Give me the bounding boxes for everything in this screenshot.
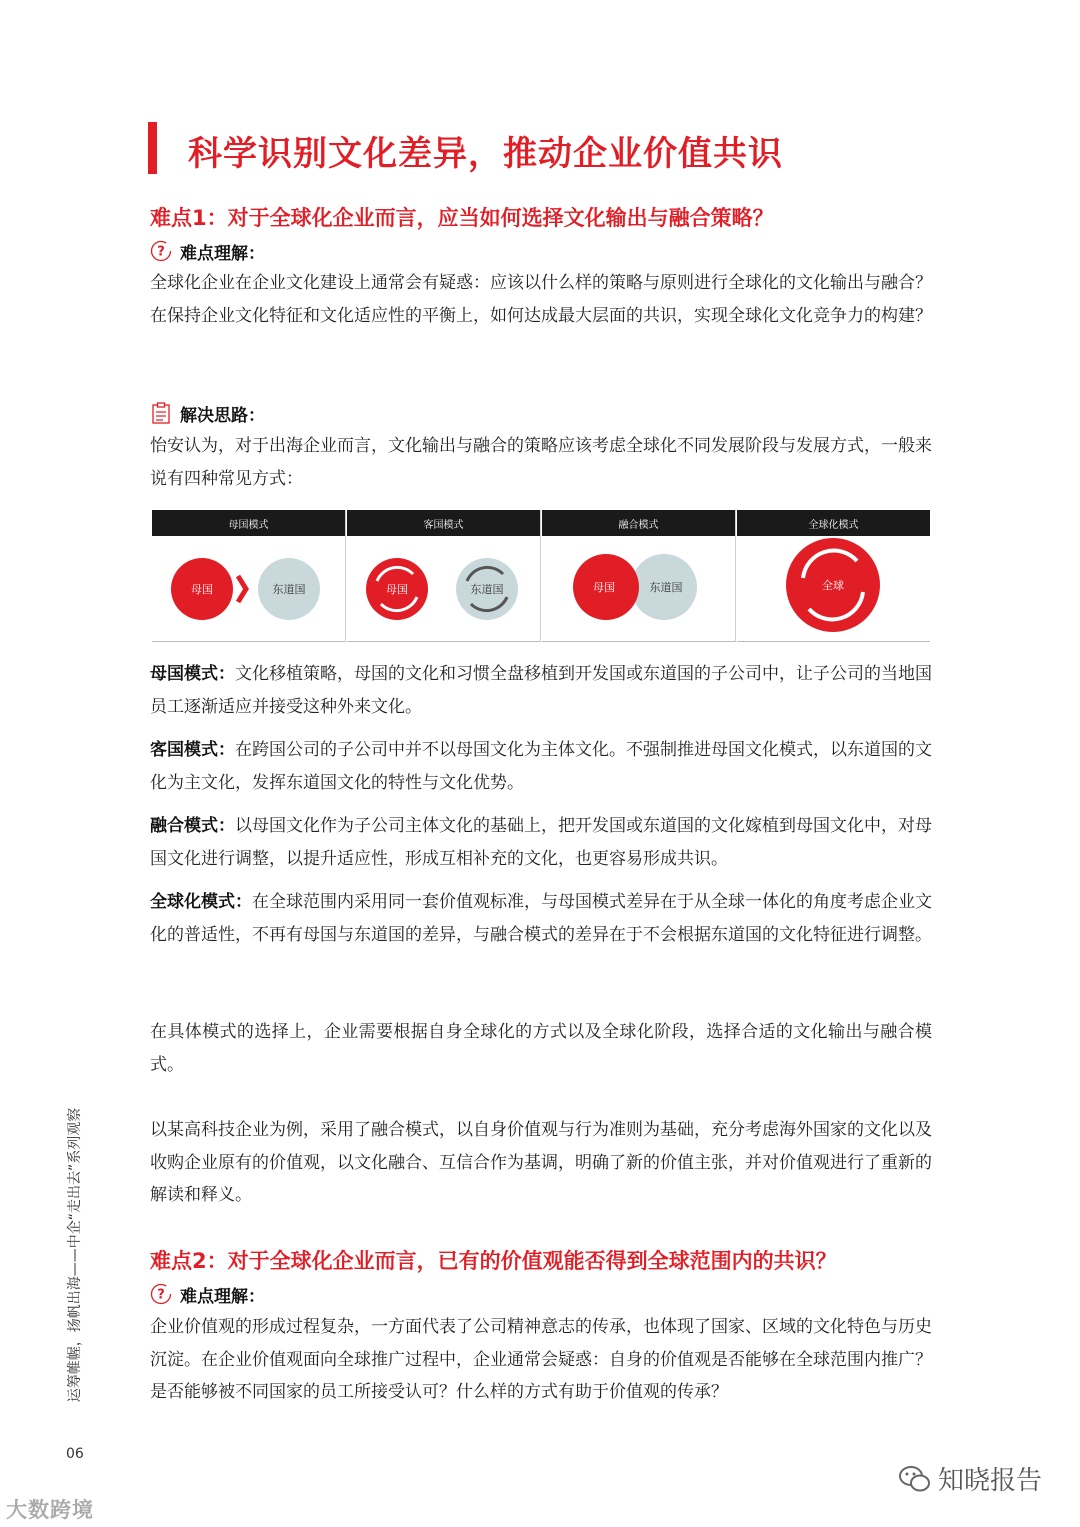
q1-solution-label: 解决思路： [180, 405, 265, 426]
svg-text:?: ? [157, 244, 165, 260]
q2-understanding-subheading [150, 1279, 265, 1309]
question-2-heading: 难点2：对于全球化企业而言，已有的价值观能否得到全球范围内的共识？ [150, 1249, 837, 1273]
mode-global-paragraph [150, 886, 932, 951]
diagram-col-host [347, 510, 541, 642]
circle-label: 全球 [822, 579, 844, 592]
q1-understanding-subheading [150, 236, 265, 266]
diagram-header: 全球化模式 [737, 510, 930, 536]
diagram-header: 融合模式 [542, 510, 735, 536]
mode-text: 文化移植策略，母国的文化和习惯全盘移植到开发国或东道国的子公司中，让子公司的当地国员工逐渐适应并接受这种外来文化。 [150, 664, 932, 717]
watermark-left: 大数跨境 [6, 1498, 94, 1522]
q1-solution-text: 怡安认为，对于出海企业而言，文化输出与融合的策略应该考虑全球化不同发展阶段与发展方式，一般来说有四种常见方式： [150, 436, 932, 489]
svg-text:?: ? [157, 1287, 165, 1303]
wechat-icon [898, 1464, 932, 1494]
mode-choice-paragraph: 在具体模式的选择上，企业需要根据自身全球化的方式以及全球化阶段，选择合适的文化输出与融合模式。 [150, 1022, 932, 1075]
watermark-right [898, 1460, 1042, 1497]
page-number: 06 [66, 1446, 84, 1462]
series-title-text: 运筹帷幄，扬帆出海——中企“走出去”系列观察 [67, 1107, 83, 1403]
question-circle-icon [150, 1283, 172, 1305]
q2-understanding-text: 企业价值观的形成过程复杂，一方面代表了公司精神意志的传承，也体现了国家、区域的文化特色与历史沉淀。在企业价值观面向全球推广过程中，企业通常会疑惑：自身的价值观是否能够在全球范围内推广？是否能够被不同国家的员工所接受认可？什么样的方式有助于价值观的传承？ [150, 1317, 932, 1402]
clipboard-icon [150, 402, 172, 424]
arrow-right-icon [238, 576, 246, 602]
mode-text: 以母国文化作为子公司主体文化的基础上，把开发国或东道国的文化嫁植到母国文化中，对母国文化进行调整，以提升适应性，形成互相补充的文化，也更容易形成共识。 [150, 816, 932, 869]
title-accent-bar [148, 122, 157, 174]
culture-modes-diagram [152, 510, 930, 642]
watermark-right-text: 知晓报告 [938, 1466, 1043, 1496]
mode-host-paragraph [150, 734, 932, 799]
q2-understanding-label: 难点理解： [180, 1286, 265, 1307]
page-title: 科学识别文化差异，推动企业价值共识 [188, 134, 783, 174]
question-circle-icon [150, 240, 172, 262]
example-paragraph: 以某高科技企业为例，采用了融合模式，以自身价值观与行为准则为基础，充分考虑海外国家的文化以及收购企业原有的价值观，以文化融合、互信合作为基调，明确了新的价值主张，并对价值观进行了重新的解读和释义。 [150, 1120, 932, 1205]
diagram-col-global [737, 510, 930, 642]
fusion-mode-graphic [542, 536, 735, 641]
mode-fusion-paragraph [150, 810, 932, 875]
mode-label: 全球化模式： [150, 892, 252, 912]
mode-home-paragraph [150, 658, 932, 723]
mode-text: 在跨国公司的子公司中并不以母国文化为主体文化。不强制推进母国文化模式，以东道国的文化为主文化，发挥东道国文化的特性与文化优势。 [150, 740, 932, 793]
diagram-header: 母国模式 [152, 510, 345, 536]
q1-understanding-label: 难点理解： [180, 243, 265, 264]
mode-label: 融合模式： [150, 816, 235, 836]
circle-label: 母国 [593, 581, 615, 594]
question-1-heading: 难点1：对于全球化企业而言，应当如何选择文化输出与融合策略？ [150, 206, 774, 230]
circle-label: 母国 [386, 583, 408, 596]
mode-text: 在全球范围内采用同一套价值观标准，与母国模式差异在于从全球一体化的角度考虑企业文化的普适性，不再有母国与东道国的差异，与融合模式的差异在于不会根据东道国的文化特征进行调整。 [150, 892, 932, 945]
mode-label: 客国模式： [150, 740, 235, 760]
circle-label: 东道国 [272, 583, 306, 596]
q1-solution-subheading [150, 398, 265, 428]
diagram-header: 客国模式 [347, 510, 540, 536]
host-mode-graphic [347, 536, 540, 641]
vertical-series-title [62, 1100, 86, 1410]
home-mode-graphic [152, 536, 345, 641]
global-mode-graphic [737, 536, 930, 641]
diagram-col-fusion [542, 510, 736, 642]
circle-label: 东道国 [649, 581, 683, 594]
circle-label: 东道国 [470, 583, 504, 596]
circle-label: 母国 [191, 583, 213, 596]
diagram-col-home [152, 510, 346, 642]
mode-label: 母国模式： [150, 664, 235, 684]
q1-understanding-text: 全球化企业在企业文化建设上通常会有疑惑：应该以什么样的策略与原则进行全球化的文化输出与融合？在保持企业文化特征和文化适应性的平衡上，如何达成最大层面的共识，实现全球化文化竞争力的构建？ [150, 273, 932, 326]
